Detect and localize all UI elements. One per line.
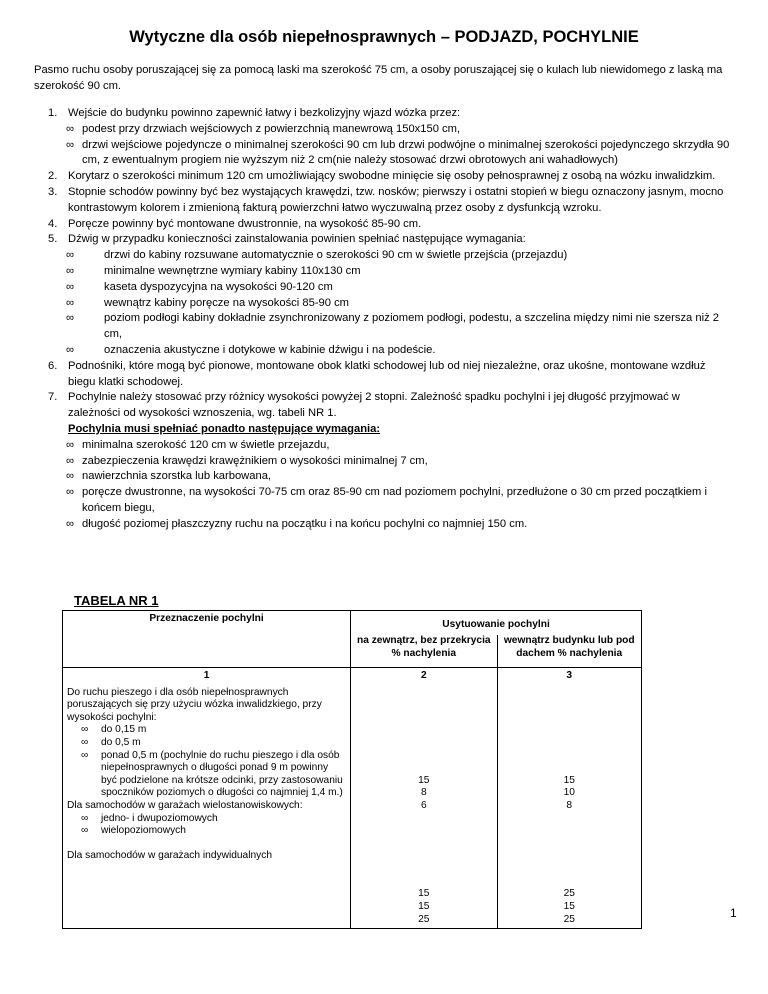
bullet-icon: ∞ — [66, 264, 74, 277]
item-text: Wejście do budynku powinno zapewnić łatwy i bezkolizyjny wjazd wózka przez: — [68, 107, 461, 119]
header-indoor-text: wewnątrz budynku lub pod dachem % nachylenia — [503, 635, 635, 659]
item-number: 3. — [48, 185, 58, 198]
table-value: 25 — [418, 913, 430, 925]
row-label: wielopoziomowych — [101, 825, 186, 837]
bullet-icon: ∞ — [81, 724, 89, 736]
bullet-icon: ∞ — [66, 454, 74, 467]
bullet-icon: ∞ — [66, 122, 74, 135]
bullet-icon: ∞ — [66, 517, 74, 530]
table-cell-indoor — [497, 685, 642, 929]
item-number: 1. — [48, 107, 58, 119]
list-bullet — [34, 280, 734, 296]
header-purpose-text: Przeznaczenie pochylni — [149, 613, 264, 624]
bullet-text: długość poziomej płaszczyzny ruchu na początku i na końcu pochylni co najmniej 150 cm. — [82, 517, 528, 530]
item-number: 4. — [48, 217, 58, 230]
requirements-list — [34, 106, 734, 533]
item-text: Poręcze powinny być montowane dwustronnie, na wysokość 85-90 cm. — [68, 217, 422, 230]
table-value: 25 — [563, 913, 575, 925]
spacer — [355, 687, 492, 775]
table-value: 15 — [563, 900, 575, 912]
item-text: Stopnie schodów powinny być bez wystających krawędzi, tzw. nosków; pierwszy i ostatni stopień w biegu oznaczony jasnym, mocno kontrastowym kolorem i zmienioną fakturą powierzchni łatwo wyczuwalną przez osoby z dysfunkcją wzroku. — [68, 185, 724, 214]
bullet-text: minimalne wewnętrzne wymiary kabiny 110x130 cm — [104, 264, 361, 277]
section-title: Do ruchu pieszego i dla osób niepełnosprawnych poruszających się przy użyciu wózka inwalidzkiego, przy wysokości pochylni: — [67, 686, 322, 723]
item-number: 2. — [48, 170, 58, 183]
list-bullet — [34, 438, 734, 454]
list-bullet — [34, 311, 734, 343]
list-item — [34, 359, 734, 391]
bullet-text: podest przy drzwiach wejściowych z powierzchnią manewrową 150x150 cm, — [82, 122, 461, 135]
table-header-row — [63, 611, 642, 636]
bullet-icon: ∞ — [66, 138, 74, 151]
row-label: do 0,5 m — [101, 736, 141, 748]
bullet-text: poziom podłogi kabiny dokładnie zsynchronizowany z poziomem podłogi, podestu, a szczelina między nimi nie szersza niż 2 cm, — [104, 312, 720, 341]
bullet-text: nawierzchnia szorstka lub karbowana, — [82, 470, 272, 483]
table-value: 15 — [418, 888, 430, 900]
row-label: ponad 0,5 m (pochylnie do ruchu pieszego i dla osób niepełnosprawnych o długości ponad 9 m powinny być podzielone na krótsze odcinki, przy zastosowaniu spoczników poziomych o długości co najmniej 1,4 m.) — [101, 749, 343, 799]
header-outdoor — [351, 635, 497, 667]
header-outdoor-text: na zewnątrz, bez przekrycia % nachylenia — [356, 635, 491, 659]
table-value: 15 — [418, 774, 430, 786]
table-bullet — [67, 813, 346, 826]
spacer — [502, 687, 638, 775]
header-purpose — [63, 611, 351, 668]
table-bullet — [67, 737, 346, 750]
list-item — [34, 169, 734, 185]
bullet-text: wewnątrz kabiny poręcze na wysokości 85-90 cm — [104, 296, 349, 309]
bullet-icon: ∞ — [66, 249, 74, 262]
ramp-requirements-heading: Pochylnia musi spełniać ponadto następujące wymagania: — [68, 422, 381, 435]
list-bullet — [34, 122, 734, 138]
list-bullet — [34, 296, 734, 312]
table-bullet — [67, 724, 346, 737]
list-bullet — [34, 469, 734, 485]
bullet-icon: ∞ — [81, 825, 89, 837]
header-location-group — [351, 611, 642, 636]
table-value: 25 — [563, 888, 575, 900]
column-number: 3 — [497, 668, 642, 685]
header-location-text: Usytuowanie pochylni — [442, 619, 550, 630]
bullet-text: zabezpieczenia krawędzi krawężnikiem o wysokości minimalnej 7 cm, — [82, 454, 428, 467]
header-indoor — [497, 635, 642, 667]
bullet-text: drzwi do kabiny rozsuwane automatycznie o szerokości 90 cm w świetle przejścia (przejazdu) — [104, 249, 568, 262]
spacer — [67, 838, 346, 850]
page-title: Wytyczne dla osób niepełnosprawnych – PODJAZD, POCHYLNIE — [129, 28, 639, 46]
item-number: 5. — [48, 233, 58, 246]
table-label: TABELA NR 1 — [74, 593, 159, 608]
table-value: 15 — [563, 774, 575, 786]
list-item — [34, 232, 734, 248]
row-label: Dla samochodów w garażach indywidualnych — [67, 849, 272, 861]
bullet-icon: ∞ — [66, 486, 74, 499]
bullet-icon: ∞ — [81, 749, 89, 761]
row-label: do 0,15 m — [101, 724, 147, 736]
item-text: Podnośniki, które mogą być pionowe, montowane obok klatki schodowej lub od niej niezależne, oraz ukośne, montowane wzdłuż biegu klatki schodowej. — [68, 359, 706, 388]
item-number: 7. — [48, 391, 58, 404]
list-bullet — [34, 264, 734, 280]
intro-paragraph: Pasmo ruchu osoby poruszającej się za pomocą laski ma szerokość 75 cm, a osoby poruszającej się o kulach lub niewidomego z laską ma szerokość 90 cm. — [34, 64, 723, 92]
row-label: jedno- i dwupoziomowych — [101, 812, 218, 824]
table-value: 8 — [566, 799, 573, 811]
bullet-text: poręcze dwustronne, na wysokości 70-75 cm oraz 85-90 cm nad poziomem pochylni, przedłużone o 30 cm przed początkiem i końcem biegu, — [82, 486, 707, 514]
table-column-numbers-row — [63, 668, 642, 685]
column-number: 1 — [63, 668, 351, 685]
bullet-icon: ∞ — [66, 296, 74, 309]
bullet-text: minimalna szerokość 120 cm w świetle przejazdu, — [82, 438, 330, 451]
list-item — [34, 185, 734, 217]
list-item — [34, 217, 734, 233]
table-row — [63, 685, 642, 929]
list-bullet — [34, 138, 734, 170]
table-cell-outdoor — [351, 685, 497, 929]
bullet-text: kaseta dyspozycyjna na wysokości 90-120 cm — [104, 280, 333, 293]
list-bullet — [34, 454, 734, 470]
bullet-icon: ∞ — [66, 312, 74, 325]
item-text: Dźwig w przypadku konieczności zainstalowania powinien spełniać następujące wymagania: — [68, 233, 526, 246]
table-bullet — [67, 750, 346, 800]
bullet-text: drzwi wejściowe pojedyncze o minimalnej szerokości 90 cm lub drzwi podwójne o minimalnej szerokości pojedynczego skrzydła 90 cm, z ewentualnym progiem nie wyższym niż 2 cm(nie należy stosować drzwi obrotowych ani wahadłowych) — [82, 138, 730, 167]
item-number: 6. — [48, 359, 58, 372]
list-bullet — [34, 485, 734, 517]
bullet-icon: ∞ — [66, 280, 74, 293]
table-value: 10 — [563, 787, 575, 799]
section-title: Dla samochodów w garażach wielostanowiskowych: — [67, 799, 303, 811]
table-value: 15 — [418, 900, 430, 912]
ramp-slope-table — [62, 610, 642, 929]
table-cell-purpose — [63, 685, 351, 929]
bullet-icon: ∞ — [81, 812, 89, 824]
item-text: Korytarz o szerokości minimum 120 cm umożliwiający swobodne minięcie się osoby pełnosprawnej z osobą na wózku inwalidzkim. — [68, 170, 716, 183]
bullet-icon: ∞ — [66, 438, 74, 451]
list-bullet — [34, 517, 734, 533]
item-text: Pochylnie należy stosować przy różnicy wysokości powyżej 2 stopni. Zależność spadku pochylni i jej długość przyjmować w zależności od wysokości wznoszenia, wg. tabeli NR 1. — [68, 391, 680, 420]
bullet-icon: ∞ — [66, 470, 74, 483]
list-item — [34, 390, 734, 422]
table-value: 8 — [420, 787, 427, 799]
list-bullet — [34, 343, 734, 359]
bullet-icon: ∞ — [66, 343, 74, 356]
list-item — [34, 106, 734, 122]
spacer — [502, 812, 638, 888]
bullet-text: oznaczenia akustyczne i dotykowe w kabinie dźwigu i na podeście. — [104, 343, 436, 356]
page-number: 1 — [730, 906, 737, 920]
table-bullet — [67, 825, 346, 838]
column-number: 2 — [351, 668, 497, 685]
bullet-icon: ∞ — [81, 736, 89, 748]
spacer — [355, 812, 492, 888]
table-value: 6 — [420, 799, 427, 811]
list-bullet — [34, 248, 734, 264]
